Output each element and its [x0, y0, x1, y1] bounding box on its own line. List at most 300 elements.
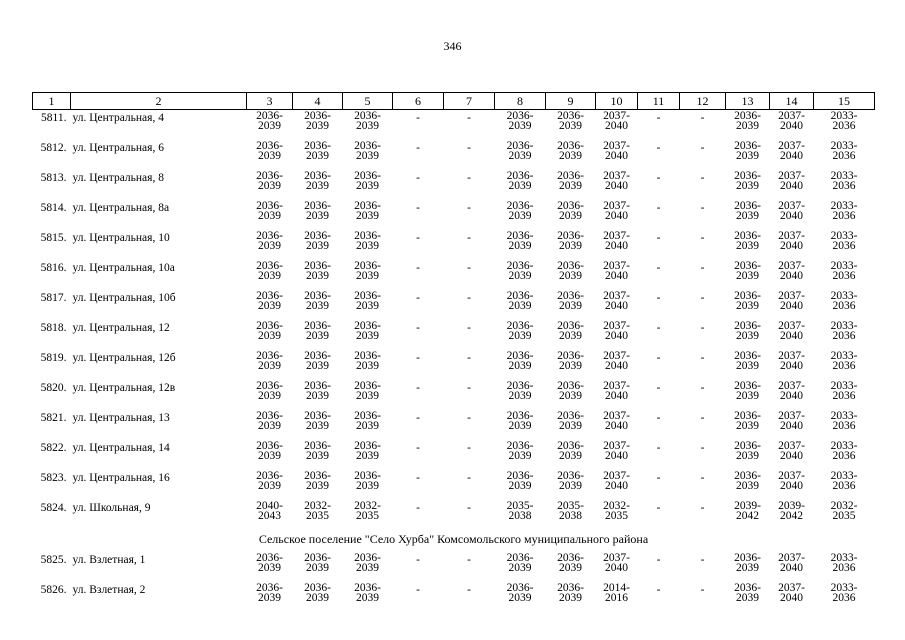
- period-cell-col-14: [770, 470, 814, 500]
- period-cell-col-9: [546, 552, 596, 582]
- period-start: 2036-: [354, 380, 381, 392]
- period-start: 2037-: [778, 380, 805, 392]
- period-start: 2036-: [506, 230, 534, 242]
- period-start: 2036-: [557, 350, 584, 362]
- period-end: 2039: [559, 420, 582, 432]
- period-cell-col-14: [770, 440, 814, 470]
- period-cell-col-13: [726, 110, 770, 141]
- period-start: 2035-: [557, 500, 584, 512]
- period-cell-col-12: [680, 110, 726, 141]
- period-value: -: [700, 352, 705, 364]
- period-start: 2036-: [304, 552, 331, 564]
- period-start: 2032-: [304, 500, 331, 512]
- row-number: 5813.: [40, 172, 67, 184]
- period-start: 2036-: [354, 440, 381, 452]
- period-cell-col-8: [495, 320, 546, 350]
- period-cell-col-10: [596, 230, 638, 260]
- period-value: -: [416, 262, 420, 274]
- period-cell-col-11: [638, 260, 680, 290]
- period-cell-col-5: [343, 440, 393, 470]
- period-cell-col-11: [638, 140, 680, 170]
- period-end: 2039: [736, 150, 759, 162]
- period-start: 2036-: [506, 320, 534, 332]
- period-end: 2035: [605, 510, 628, 522]
- header-row: [33, 93, 875, 110]
- period-cell-col-4: [293, 320, 343, 350]
- address-cell: ул. Центральная, 10а: [72, 262, 175, 274]
- period-cell-col-6: [393, 290, 444, 320]
- row-number: 5815.: [40, 232, 67, 244]
- table-row: [33, 110, 875, 141]
- period-cell-col-4: [293, 350, 343, 380]
- period-cell-col-15: [814, 552, 875, 582]
- period-end: 2039: [306, 330, 329, 342]
- period-end: 2039: [559, 150, 582, 162]
- period-end: 2039: [559, 300, 582, 312]
- period-start: 2036-: [354, 470, 381, 482]
- table-row: [33, 230, 875, 260]
- period-end: 2039: [356, 270, 379, 282]
- period-end: 2039: [258, 390, 281, 402]
- period-start: 2036-: [354, 410, 381, 422]
- period-cell-col-3: [247, 260, 293, 290]
- period-start: 2036-: [506, 260, 534, 272]
- period-start: 2037-: [603, 410, 630, 422]
- period-end: 2039: [736, 240, 759, 252]
- period-start: 2036-: [506, 350, 534, 362]
- period-start: 2037-: [603, 290, 630, 302]
- period-cell-col-6: [393, 230, 444, 260]
- table-row: [33, 260, 875, 290]
- period-start: 2033-: [830, 260, 858, 272]
- period-cell-col-12: [680, 140, 726, 170]
- period-end: 2039: [559, 180, 582, 192]
- period-cell-col-9: [546, 320, 596, 350]
- address-cell: ул. Центральная, 16: [72, 472, 170, 484]
- period-start: 2036-: [354, 260, 381, 272]
- address-cell: ул. Центральная, 13: [72, 412, 170, 424]
- period-start: 2036-: [256, 290, 283, 302]
- period-end: 2036: [832, 210, 856, 222]
- period-cell-col-9: [546, 440, 596, 470]
- period-value: -: [416, 232, 420, 244]
- period-end: 2035: [356, 510, 379, 522]
- period-end: 2039: [356, 150, 379, 162]
- period-value: -: [700, 382, 705, 394]
- period-cell-col-10: [596, 200, 638, 230]
- period-cell-col-13: [726, 200, 770, 230]
- period-start: 2037-: [603, 552, 630, 564]
- period-cell-col-5: [343, 230, 393, 260]
- period-cell-col-6: [393, 260, 444, 290]
- period-start: 2036-: [304, 230, 331, 242]
- period-cell-col-10: [596, 260, 638, 290]
- period-start: 2036-: [506, 440, 534, 452]
- row-number: 5817.: [40, 292, 67, 304]
- period-cell-col-3: [247, 380, 293, 410]
- period-start: 2036-: [354, 140, 381, 152]
- period-cell-col-10: [596, 410, 638, 440]
- period-end: 2039: [306, 120, 329, 132]
- period-start: 2037-: [778, 290, 805, 302]
- period-cell-col-11: [638, 380, 680, 410]
- period-start: 2036-: [256, 200, 283, 212]
- address-cell: ул. Центральная, 4: [72, 112, 164, 124]
- period-cell-col-6: [393, 350, 444, 380]
- period-end: 2040: [780, 330, 803, 342]
- period-value: -: [700, 322, 705, 334]
- period-cell-col-9: [546, 200, 596, 230]
- period-end: 2039: [508, 210, 532, 222]
- page-number: 346: [443, 39, 462, 53]
- period-end: 2035: [306, 510, 329, 522]
- period-start: 2037-: [778, 410, 805, 422]
- period-end: 2039: [306, 592, 329, 604]
- row-number: 5812.: [40, 142, 67, 154]
- period-end: 2039: [559, 450, 582, 462]
- column-header-10: 10: [596, 93, 638, 110]
- period-start: 2033-: [830, 552, 858, 564]
- period-cell-col-13: [726, 500, 770, 530]
- period-end: 2036: [832, 390, 856, 402]
- column-header-4: 4: [293, 93, 343, 110]
- period-start: 2033-: [830, 470, 858, 482]
- column-header-1: 1: [33, 93, 71, 110]
- period-end: 2040: [605, 150, 628, 162]
- period-cell-col-7: [444, 290, 495, 320]
- period-cell-col-12: [680, 320, 726, 350]
- period-cell-col-12: [680, 500, 726, 530]
- period-start: 2037-: [778, 440, 805, 452]
- period-cell-col-5: [343, 290, 393, 320]
- period-value: -: [700, 262, 705, 274]
- period-cell-col-12: [680, 552, 726, 582]
- column-header-7: 7: [444, 93, 495, 110]
- period-cell-col-10: [596, 440, 638, 470]
- period-cell-col-11: [638, 200, 680, 230]
- period-cell-col-15: [814, 320, 875, 350]
- period-start: 2037-: [603, 350, 630, 362]
- period-start: 2033-: [830, 200, 858, 212]
- period-start: 2036-: [256, 350, 283, 362]
- period-cell-col-13: [726, 582, 770, 612]
- period-cell-col-7: [444, 380, 495, 410]
- period-start: 2036-: [256, 582, 283, 594]
- period-start: 2037-: [778, 582, 805, 594]
- period-end: 2039: [306, 480, 329, 492]
- period-end: 2039: [736, 562, 759, 574]
- period-end: 2036: [832, 300, 856, 312]
- period-cell-col-9: [546, 380, 596, 410]
- period-start: 2036-: [304, 140, 331, 152]
- period-value: -: [467, 112, 471, 124]
- period-end: 2039: [258, 180, 281, 192]
- period-cell-col-11: [638, 320, 680, 350]
- period-start: 2037-: [603, 440, 630, 452]
- period-cell-col-14: [770, 320, 814, 350]
- period-cell-col-11: [638, 500, 680, 530]
- period-end: 2039: [508, 450, 532, 462]
- row-number: 5825.: [40, 554, 67, 566]
- period-cell-col-11: [638, 440, 680, 470]
- period-cell-col-11: [638, 582, 680, 612]
- period-cell-col-4: [293, 410, 343, 440]
- period-start: 2039-: [778, 500, 805, 512]
- period-end: 2039: [559, 270, 582, 282]
- period-start: 2036-: [304, 200, 331, 212]
- table-row: [33, 440, 875, 470]
- period-value: -: [656, 262, 661, 274]
- period-end: 2039: [306, 210, 329, 222]
- period-value: -: [700, 292, 705, 304]
- period-cell-col-5: [343, 350, 393, 380]
- period-start: 2036-: [354, 582, 381, 594]
- period-value: -: [416, 352, 420, 364]
- period-cell-col-8: [495, 500, 546, 530]
- period-end: 2040: [780, 240, 803, 252]
- period-value: -: [656, 142, 661, 154]
- table-row: [33, 470, 875, 500]
- period-start: 2037-: [778, 320, 805, 332]
- period-cell-col-9: [546, 260, 596, 290]
- period-start: 2036-: [557, 110, 584, 122]
- period-cell-col-11: [638, 230, 680, 260]
- period-cell-col-11: [638, 410, 680, 440]
- period-cell-col-3: [247, 290, 293, 320]
- period-cell-col-3: [247, 110, 293, 141]
- period-cell-col-15: [814, 380, 875, 410]
- period-cell-col-11: [638, 470, 680, 500]
- period-start: 2037-: [603, 200, 630, 212]
- period-end: 2039: [736, 390, 759, 402]
- period-cell-col-8: [495, 410, 546, 440]
- period-start: 2037-: [603, 260, 630, 272]
- period-start: 2036-: [256, 170, 283, 182]
- period-value: -: [467, 232, 471, 244]
- period-value: -: [416, 382, 420, 394]
- row-number: 5816.: [40, 262, 67, 274]
- period-start: 2036-: [304, 290, 331, 302]
- period-cell-col-10: [596, 552, 638, 582]
- period-cell-col-3: [247, 230, 293, 260]
- period-cell-col-6: [393, 410, 444, 440]
- period-start: 2032-: [354, 500, 381, 512]
- period-cell-col-8: [495, 110, 546, 141]
- period-start: 2033-: [830, 582, 858, 594]
- period-start: 2036-: [734, 260, 761, 272]
- period-cell-col-12: [680, 260, 726, 290]
- period-end: 2039: [559, 330, 582, 342]
- period-start: 2036-: [557, 470, 584, 482]
- period-value: -: [700, 442, 705, 454]
- period-end: 2039: [508, 330, 532, 342]
- period-start: 2037-: [603, 140, 630, 152]
- period-cell-col-15: [814, 170, 875, 200]
- period-value: -: [656, 112, 661, 124]
- period-value: -: [416, 172, 420, 184]
- period-start: 2037-: [778, 200, 805, 212]
- period-end: 2036: [832, 420, 856, 432]
- period-end: 2040: [605, 360, 628, 372]
- period-cell-col-15: [814, 260, 875, 290]
- row-number: 5821.: [40, 412, 67, 424]
- period-start: 2036-: [304, 380, 331, 392]
- period-start: 2036-: [557, 140, 584, 152]
- column-header-14: 14: [770, 93, 814, 110]
- period-cell-col-3: [247, 410, 293, 440]
- period-cell-col-3: [247, 200, 293, 230]
- period-cell-col-4: [293, 230, 343, 260]
- period-cell-col-11: [638, 552, 680, 582]
- period-end: 2040: [780, 210, 803, 222]
- period-cell-col-6: [393, 140, 444, 170]
- period-end: 2039: [258, 270, 281, 282]
- period-start: 2036-: [557, 552, 584, 564]
- period-cell-col-3: [247, 582, 293, 612]
- table-row: [33, 140, 875, 170]
- period-end: 2039: [258, 120, 281, 132]
- period-start: 2036-: [256, 440, 283, 452]
- period-end: 2038: [559, 510, 582, 522]
- period-start: 2036-: [304, 350, 331, 362]
- row-number: 5824.: [40, 502, 67, 514]
- period-start: 2036-: [734, 380, 761, 392]
- period-cell-col-15: [814, 500, 875, 530]
- period-value: -: [416, 202, 420, 214]
- period-cell-col-10: [596, 350, 638, 380]
- period-cell-col-4: [293, 200, 343, 230]
- period-end: 2036: [832, 150, 856, 162]
- period-start: 2033-: [830, 350, 858, 362]
- period-end: 2040: [605, 450, 628, 462]
- period-cell-col-9: [546, 410, 596, 440]
- period-start: 2036-: [506, 410, 534, 422]
- period-start: 2037-: [778, 350, 805, 362]
- period-cell-col-14: [770, 410, 814, 440]
- period-start: 2036-: [256, 260, 283, 272]
- period-cell-col-8: [495, 230, 546, 260]
- period-cell-col-9: [546, 110, 596, 141]
- period-start: 2036-: [256, 140, 283, 152]
- period-cell-col-14: [770, 380, 814, 410]
- period-end: 2036: [832, 240, 856, 252]
- period-cell-col-7: [444, 582, 495, 612]
- period-cell-col-10: [596, 290, 638, 320]
- period-value: -: [467, 502, 471, 514]
- period-cell-col-10: [596, 470, 638, 500]
- period-start: 2036-: [506, 552, 534, 564]
- table-row: [33, 320, 875, 350]
- period-cell-col-14: [770, 290, 814, 320]
- period-end: 2039: [306, 450, 329, 462]
- period-value: -: [416, 412, 420, 424]
- period-cell-col-7: [444, 230, 495, 260]
- period-value: -: [416, 322, 420, 334]
- period-cell-col-9: [546, 230, 596, 260]
- period-start: 2037-: [778, 260, 805, 272]
- period-end: 2039: [306, 240, 329, 252]
- period-cell-col-7: [444, 350, 495, 380]
- period-cell-col-8: [495, 440, 546, 470]
- period-end: 2039: [356, 180, 379, 192]
- period-start: 2036-: [734, 320, 761, 332]
- period-start: 2036-: [354, 290, 381, 302]
- column-header-5: 5: [343, 93, 393, 110]
- period-cell-col-7: [444, 260, 495, 290]
- period-cell-col-11: [638, 350, 680, 380]
- period-end: 2039: [736, 270, 759, 282]
- period-end: 2039: [736, 480, 759, 492]
- period-cell-col-15: [814, 350, 875, 380]
- period-cell-col-3: [247, 470, 293, 500]
- period-end: 2039: [356, 592, 379, 604]
- period-start: 2036-: [557, 410, 584, 422]
- period-end: 2039: [736, 360, 759, 372]
- period-cell-col-6: [393, 470, 444, 500]
- period-value: -: [416, 472, 420, 484]
- period-value: -: [700, 142, 705, 154]
- period-end: 2040: [780, 562, 803, 574]
- period-end: 2036: [832, 180, 856, 192]
- period-start: 2036-: [506, 140, 534, 152]
- column-header-3: 3: [247, 93, 293, 110]
- period-end: 2039: [306, 360, 329, 372]
- row-number: 5818.: [40, 322, 67, 334]
- period-end: 2039: [508, 150, 532, 162]
- period-start: 2033-: [830, 140, 858, 152]
- period-cell-col-11: [638, 290, 680, 320]
- period-value: -: [700, 472, 705, 484]
- period-end: 2039: [736, 120, 759, 132]
- period-cell-col-7: [444, 440, 495, 470]
- period-start: 2036-: [557, 320, 584, 332]
- period-cell-col-5: [343, 200, 393, 230]
- period-start: 2037-: [603, 110, 630, 122]
- period-cell-col-4: [293, 380, 343, 410]
- address-cell: ул. Центральная, 12: [72, 322, 170, 334]
- period-start: 2036-: [354, 170, 381, 182]
- table-row: [33, 200, 875, 230]
- period-cell-col-12: [680, 350, 726, 380]
- period-start: 2036-: [557, 260, 584, 272]
- period-value: -: [416, 502, 420, 514]
- period-start: 2037-: [778, 140, 805, 152]
- period-start: 2036-: [557, 440, 584, 452]
- period-end: 2040: [780, 592, 803, 604]
- period-end: 2039: [356, 360, 379, 372]
- period-end: 2039: [306, 562, 329, 574]
- period-start: 2036-: [734, 170, 761, 182]
- period-cell-col-14: [770, 110, 814, 141]
- period-cell-col-5: [343, 552, 393, 582]
- period-start: 2036-: [734, 582, 761, 594]
- row-number: 5811.: [41, 112, 67, 124]
- period-cell-col-12: [680, 290, 726, 320]
- period-end: 2039: [508, 180, 532, 192]
- period-cell-col-4: [293, 470, 343, 500]
- period-cell-col-6: [393, 380, 444, 410]
- period-start: 2033-: [830, 410, 858, 422]
- period-end: 2039: [736, 180, 759, 192]
- period-end: 2038: [508, 510, 532, 522]
- period-cell-col-3: [247, 500, 293, 530]
- period-value: -: [700, 502, 705, 514]
- period-start: 2037-: [603, 170, 630, 182]
- period-start: 2036-: [734, 350, 761, 362]
- period-cell-col-8: [495, 470, 546, 500]
- period-end: 2039: [736, 450, 759, 462]
- period-end: 2039: [306, 270, 329, 282]
